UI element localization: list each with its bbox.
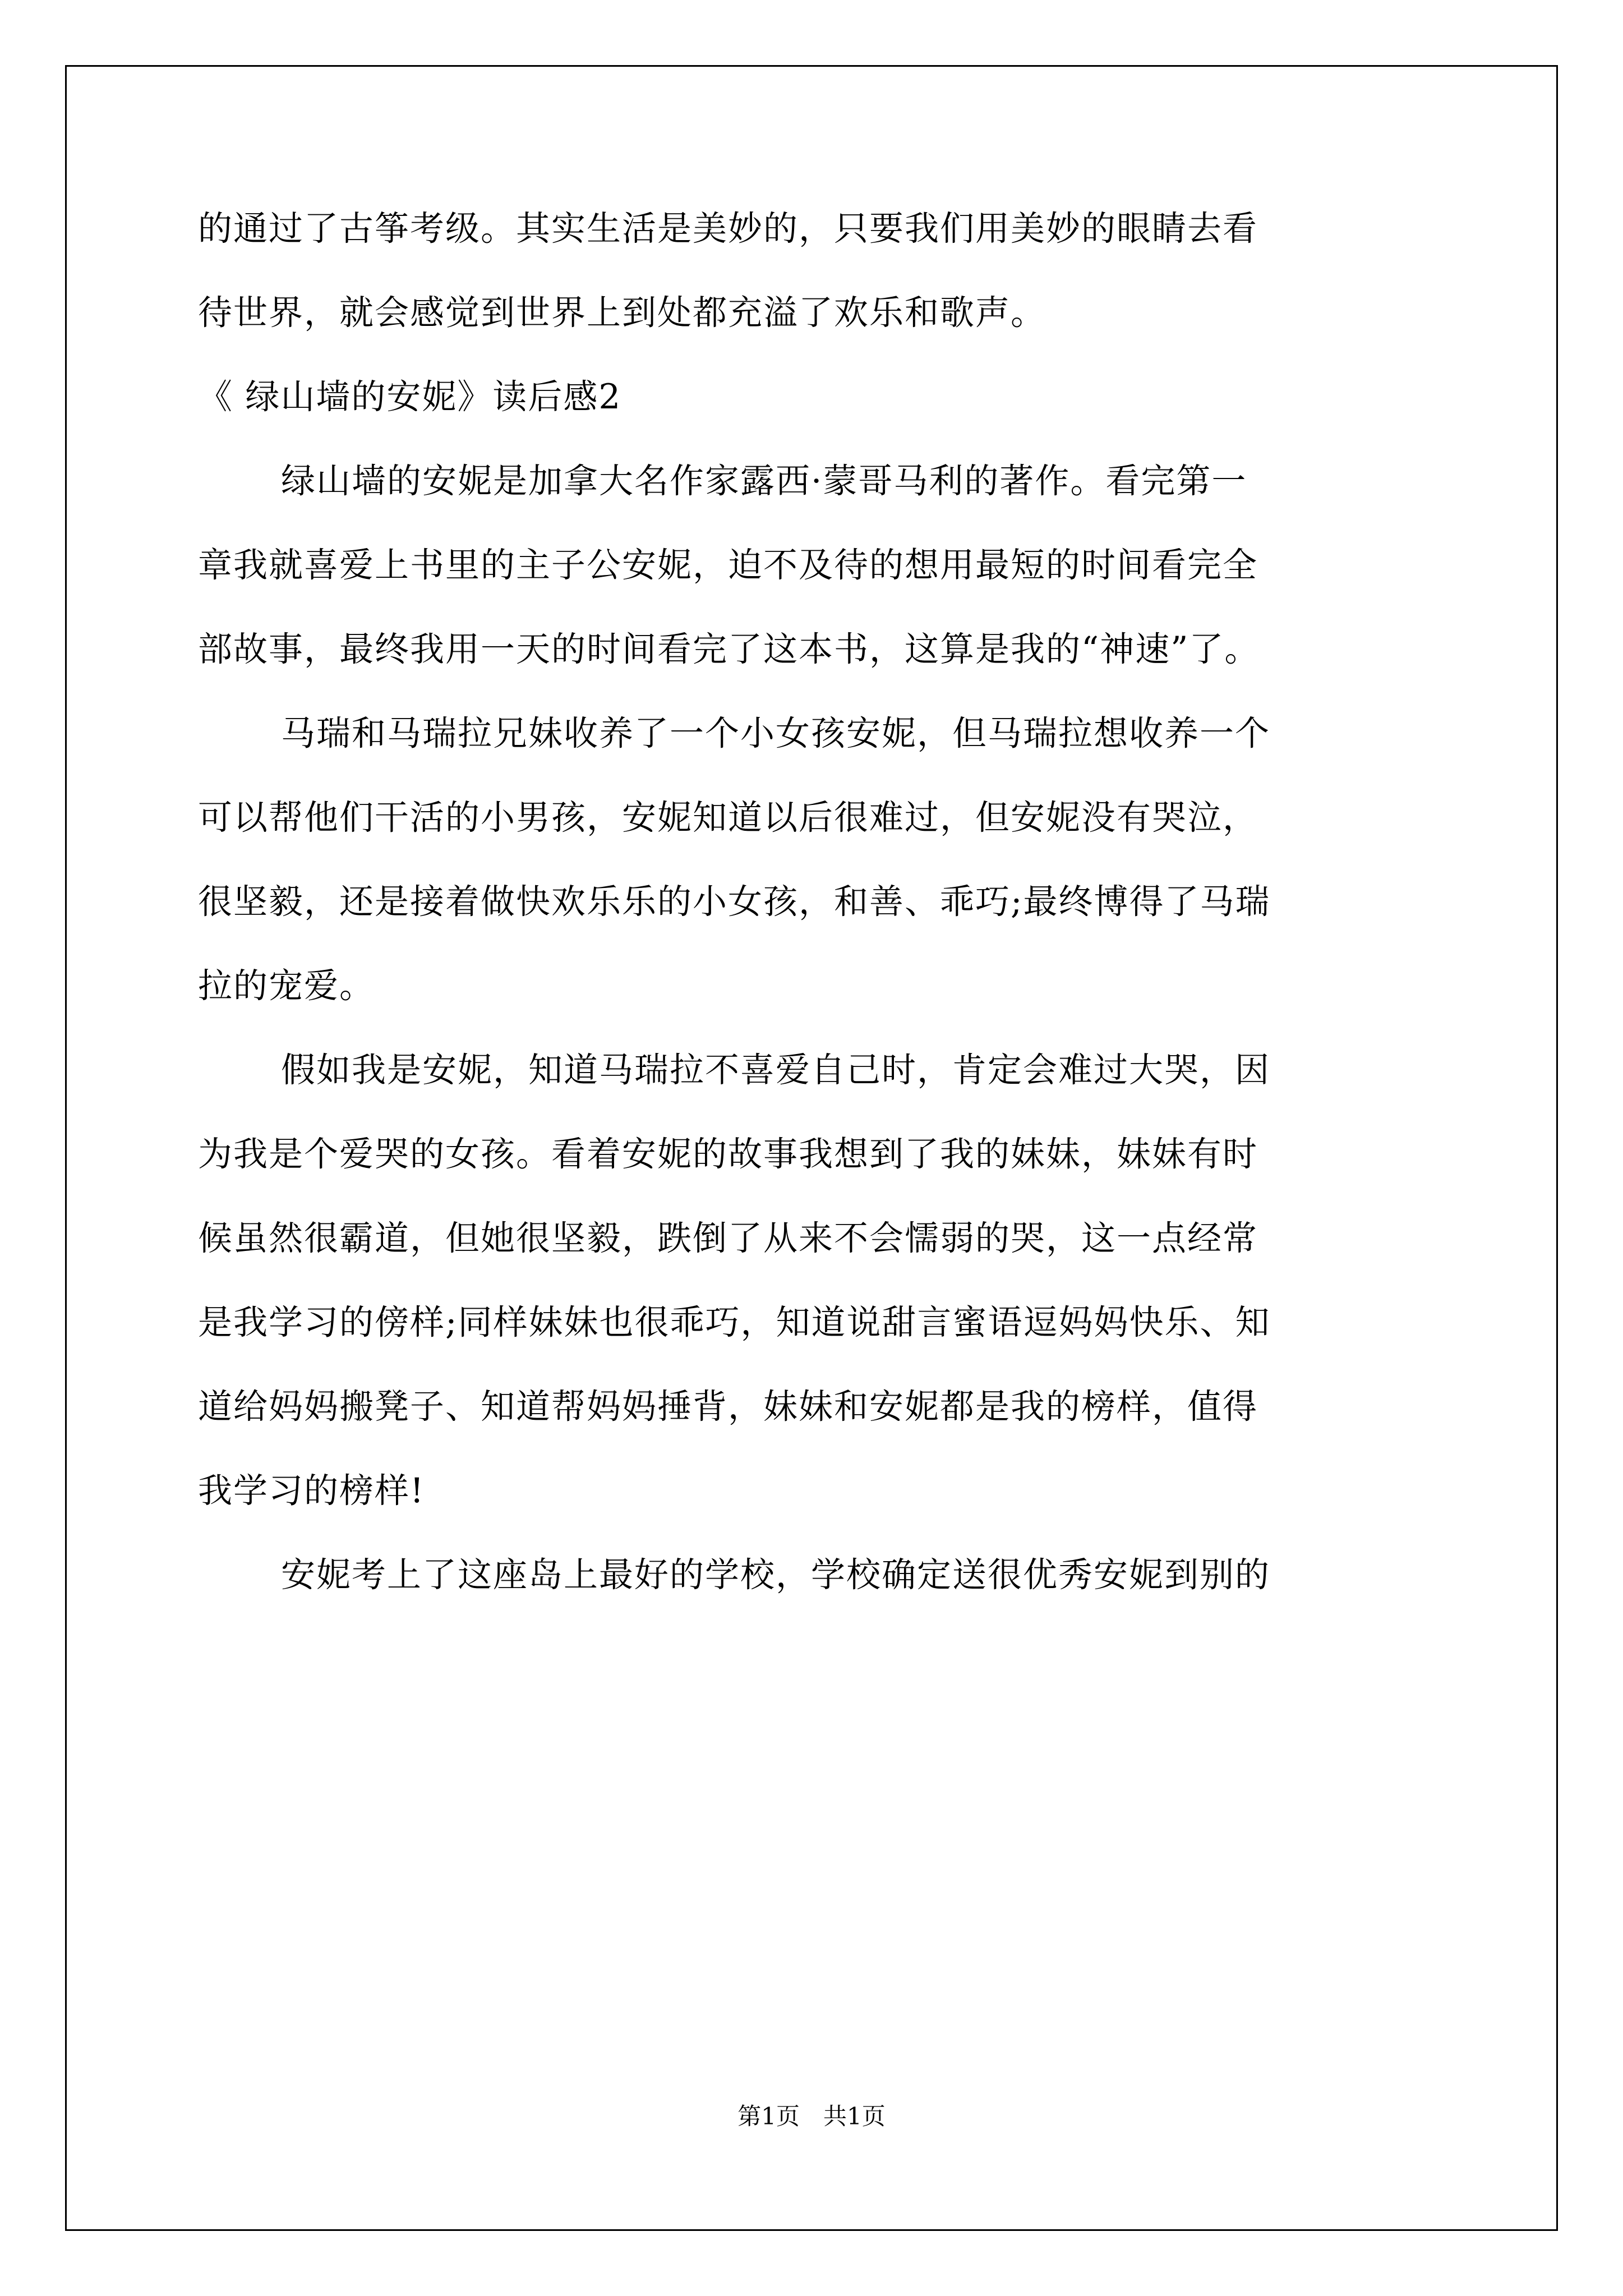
text-line: 假如我是安妮，知道马瑞拉不喜爱自己时，肯定会难过大哭，因 [281,1050,1271,1090]
text-line: 待世界，就会感觉到世界上到处都充溢了欢乐和歌声。 [198,293,1046,333]
text-line: 拉的宠爱。 [198,966,375,1006]
page-total: 共1页 [823,2102,886,2130]
text-line: 可以帮他们干活的小男孩，安妮知道以后很难过，但安妮没有哭泣， [198,798,1258,838]
section-heading: 《 绿山墙的安妮》读后感2 [198,377,622,417]
text-line: 候虽然很霸道，但她很坚毅，跌倒了从来不会懦弱的哭，这一点经常 [198,1218,1258,1258]
text-line: 马瑞和马瑞拉兄妹收养了一个小女孩安妮，但马瑞拉想收养一个 [281,714,1271,753]
text-line: 部故事，最终我用一天的时间看完了这本书，这算是我的“神速”了。 [198,629,1260,669]
text-line: 是我学习的傍样;同样妹妹也很乖巧，知道说甜言蜜语逗妈妈快乐、知 [198,1303,1271,1342]
page-number: 第1页 [737,2102,800,2130]
text-line: 的通过了古筝考级。其实生活是美妙的，只要我们用美妙的眼睛去看 [198,209,1258,249]
text-line: 道给妈妈搬凳子、知道帮妈妈捶背，妹妹和安妮都是我的榜样，值得 [198,1387,1258,1427]
text-line: 章我就喜爱上书里的主子公安妮，迫不及待的想用最短的时间看完全 [198,545,1258,585]
text-line: 安妮考上了这座岛上最好的学校，学校确定送很优秀安妮到别的 [281,1555,1271,1595]
text-line: 绿山墙的安妮是加拿大名作家露西·蒙哥马利的著作。看完第一 [281,461,1247,501]
text-line: 为我是个爱哭的女孩。看着安妮的故事我想到了我的妹妹，妹妹有时 [198,1134,1258,1174]
page-footer [0,2101,1623,2132]
text-line: 我学习的榜样! [198,1471,425,1511]
text-line: 很坚毅，还是接着做快欢乐乐的小女孩，和善、乖巧;最终博得了马瑞 [198,882,1271,922]
